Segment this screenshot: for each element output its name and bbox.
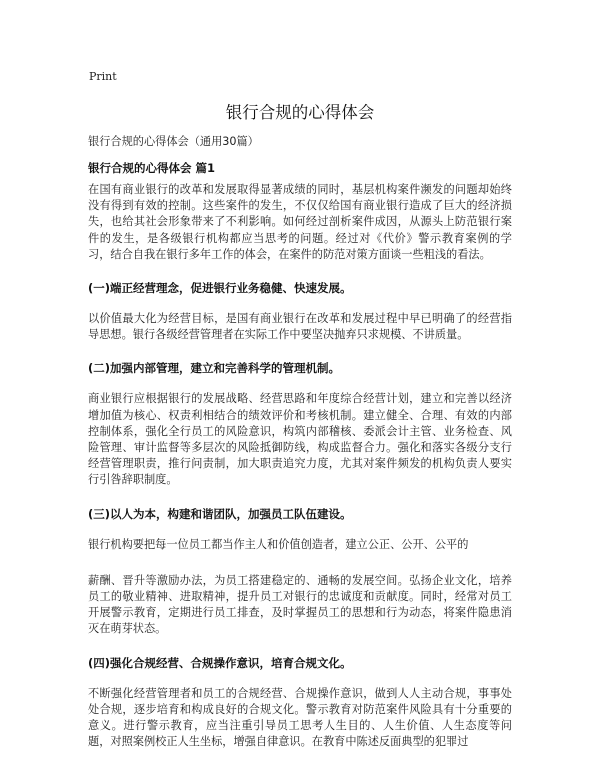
- heading-3: (三)以人为本，构建和谐团队，加强员工队伍建设。: [88, 506, 352, 521]
- print-label: Print: [89, 70, 117, 83]
- paragraph-1: 以价值最大化为经营目标，是国有商业银行在改革和发展过程中早已明确了的经营指导思想。银行各级经营管理者在实际工作中要坚决抛弃只求规模、不讲质量。: [88, 312, 512, 342]
- heading-1: (一)端正经营理念，促进银行业务稳健、快速发展。: [88, 281, 352, 296]
- paragraph-4: 不断强化经营管理者和员工的合规经营、合规操作意识，做到人人主动合规，事事处处合规，逐步培育和构成良好的合规文化。警示教育对防范案件风险具有十分重要的意义。进行警示教育，应当注重引导员工思考人生目的、人生价值、人生态度等问题，对照案例校正人生坐标，增强自律意识。在教育中陈述反面典型的犯罪过: [88, 686, 512, 749]
- paragraph-intro: 在国有商业银行的改革和发展取得显著成绩的同时，基层机构案件濒发的问题却始终没有得到有效的控制。这些案件的发生，不仅仅给国有商业银行造成了巨大的经济损失，也给其社会形象带来了不利影响。如何经过剖析案件成因，从源头上防范银行案件的发生，是各级银行机构都应当思考的问题。经过对《代价》警示教育案例的学习，结合自我在银行多年工作的体会，在案件的防范对策方面谈一些粗浅的看法。: [88, 183, 512, 261]
- paragraph-3b: 薪酬、晋升等激励办法，为员工搭建稳定的、通畅的发展空间。弘扬企业文化，培养员工的敬业精神、进取精神，提升员工对银行的忠诚度和贡献度。同时，经常对员工开展警示教育，定期进行员工排查，及时掌握员工的思想和行为动态，将案件隐患消灭在萌芽状态。: [88, 573, 512, 636]
- document-body: [88, 182, 512, 767]
- heading-2: (二)加强内部管理，建立和完善科学的管理机制。: [88, 361, 341, 376]
- heading-4: (四)强化合规经营、合规操作意识，培育合规文化。: [88, 655, 352, 670]
- paragraph-2: 商业银行应根据银行的发展战略、经营思路和年度综合经营计划，建立和完善以经济增加值为核心、权责利相结合的绩效评价和考核机制。建立健全、合理、有效的内部控制体系，强化全行员工的风险意识，构筑内部稽核、委派会计主管、业务检查、风险管理、审计监督等多层次的风险抵御防线，构成监督合力。强化和落实各级分支行经营管理职责，推行问责制，加大职责追究力度，尤其对案件频发的机构负责人要实行引咎辞职制度。: [88, 392, 512, 487]
- section-title: 银行合规的心得体会 篇1: [88, 161, 216, 175]
- document-title: 银行合规的心得体会: [225, 103, 375, 122]
- document-subtitle: 银行合规的心得体会（通用30篇）: [88, 135, 259, 148]
- paragraph-3a: 银行机构要把每一位员工都当作主人和价值创造者，建立公正、公开、公平的: [88, 537, 469, 551]
